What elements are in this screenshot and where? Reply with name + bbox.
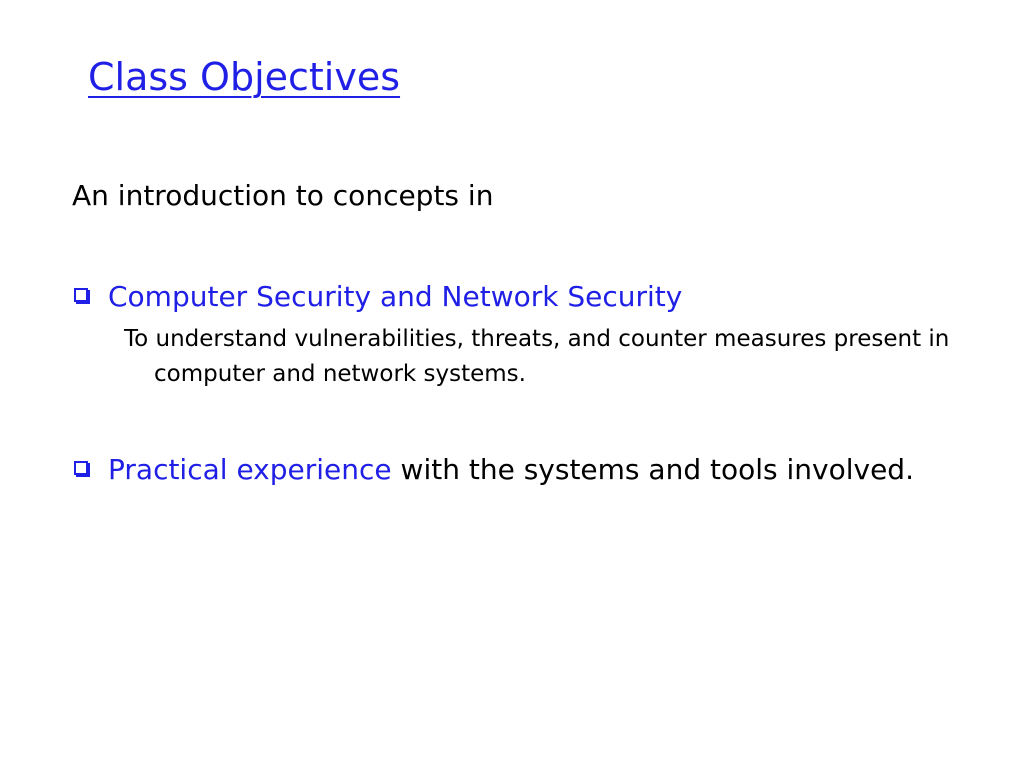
bullet-highlight: Practical experience: [108, 453, 392, 486]
bullet-item-security: [72, 276, 952, 318]
sub-point-understand: To understand vulnerabilities, threats, and counter measures present in computer and network systems.: [124, 326, 950, 387]
bullet-text: [108, 276, 952, 318]
bullet-highlight: Computer Security and Network Security: [108, 280, 683, 313]
slide-title: Class Objectives: [88, 55, 401, 99]
bullet-text: [108, 449, 952, 491]
checkbox-icon: [74, 461, 88, 475]
checkbox-icon: [74, 288, 88, 302]
bullet-item-practical: [72, 449, 952, 491]
bullet-rest: with the systems and tools involved.: [391, 453, 914, 486]
intro-text: An introduction to concepts in: [72, 179, 494, 212]
